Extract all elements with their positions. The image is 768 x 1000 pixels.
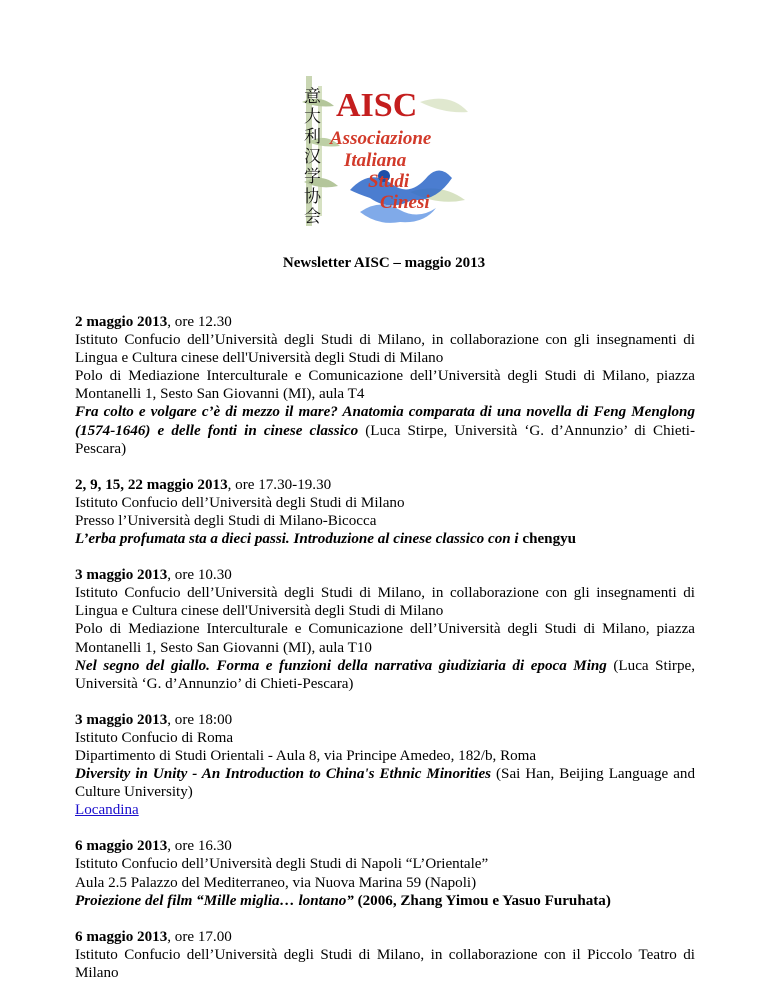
event-film-credits: (2006, Zhang Yimou e Yasuo Furuhata) xyxy=(353,892,611,909)
event-organizer: Istituto Confucio di Roma xyxy=(75,729,234,746)
event-venue: Aula 2.5 Palazzo del Mediterraneo, via Nuova Marina 59 (Napoli) xyxy=(75,874,477,891)
event-time: , ore 17.00 xyxy=(167,928,232,945)
event-item xyxy=(75,566,695,693)
svg-text:学: 学 xyxy=(304,167,321,187)
svg-text:协: 协 xyxy=(304,187,321,207)
event-date: 3 maggio 2013 xyxy=(75,567,168,584)
event-time: , ore 16.30 xyxy=(167,838,232,855)
event-organizer: Istituto Confucio dell’Università degli Studi di Milano, in collaborazione con gli insegnamenti di Lingua e Cultura cinese dell'Università degli Studi di Milano xyxy=(75,332,695,367)
svg-text:汉: 汉 xyxy=(304,147,321,167)
event-item xyxy=(75,928,695,982)
event-date: 3 maggio 2013 xyxy=(75,711,168,728)
event-organizer: Istituto Confucio dell’Università degli Studi di Napoli “L’Orientale” xyxy=(75,856,489,873)
svg-text:意: 意 xyxy=(304,87,321,107)
event-date: 2, 9, 15, 22 maggio 2013 xyxy=(75,476,228,493)
event-organizer: Istituto Confucio dell’Università degli Studi di Milano, in collaborazione con gli insegnamenti di Lingua e Cultura cinese dell'Università degli Studi di Milano xyxy=(75,585,695,620)
event-date: 2 maggio 2013 xyxy=(75,314,168,330)
event-time: , ore 18:00 xyxy=(167,711,233,728)
logo-acronym: AISC xyxy=(336,87,418,124)
newsletter-title: Newsletter AISC – maggio 2013 xyxy=(282,255,486,271)
event-item xyxy=(75,711,695,820)
event-organizer: Istituto Confucio dell’Università degli Studi di Milano, in collaborazione con il Piccolo Teatro di Milano xyxy=(75,946,695,981)
event-speaker: (Sai Han, Beijing Language and Culture University) xyxy=(75,766,695,801)
event-talk-term: chengyu xyxy=(518,531,577,548)
event-talk-title: Fra colto e volgare c’è di mezzo il mare? Anatomia comparata di una novella di Feng Menglong (1574-1646) e delle fonti in cinese classico xyxy=(75,404,695,439)
event-venue: Presso l’Università degli Studi di Milano-Bicocca xyxy=(75,512,377,529)
event-venue: Polo di Mediazione Interculturale e Comunicazione dell’Università degli Studi di Milano, piazza Montanelli 1, Sesto San Giovanni (MI), aula T10 xyxy=(75,621,695,656)
event-venue: Polo di Mediazione Interculturale e Comunicazione dell’Università degli Studi di Milano, piazza Montanelli 1, Sesto San Giovanni (MI), aula T4 xyxy=(75,368,695,403)
chinese-name-vertical xyxy=(304,87,322,227)
event-item xyxy=(75,476,695,548)
svg-text:利: 利 xyxy=(304,127,321,147)
event-date: 6 maggio 2013 xyxy=(75,928,168,945)
event-organizer: Istituto Confucio dell’Università degli Studi di Milano xyxy=(75,494,405,511)
logo-name-line: Associazione xyxy=(330,128,432,149)
logo-name-line: Italiana xyxy=(344,150,407,171)
event-time: , ore 12.30 xyxy=(167,314,232,330)
event-talk-title: L’erba profumata sta a dieci passi. Introduzione al cinese classico con i xyxy=(75,531,519,548)
svg-text:大: 大 xyxy=(304,107,321,127)
event-time: , ore 17.30-19.30 xyxy=(227,476,332,493)
aisc-logo-graphic xyxy=(300,72,470,232)
event-item xyxy=(75,837,695,909)
event-venue: Dipartimento di Studi Orientali - Aula 8, via Principe Amedeo, 182/b, Roma xyxy=(75,747,537,764)
event-date: 6 maggio 2013 xyxy=(75,838,168,855)
event-talk-title: Nel segno del giallo. Forma e funzioni della narrativa giudiziaria di epoca Ming xyxy=(75,657,607,674)
event-talk-title: Diversity in Unity - An Introduction to China's Ethnic Minorities xyxy=(75,766,492,783)
event-time: , ore 10.30 xyxy=(167,567,232,584)
event-speaker: (Luca Stirpe, Università ‘G. d’Annunzio’ di Chieti-Pescara) xyxy=(75,657,695,692)
locandina-link[interactable]: Locandina xyxy=(75,802,139,819)
event-item xyxy=(75,313,695,458)
event-talk-title: Proiezione del film “Mille miglia… lontano” xyxy=(75,892,354,909)
event-list xyxy=(75,313,695,1000)
logo-name-line: Cinesi xyxy=(380,192,430,213)
svg-text:会: 会 xyxy=(304,207,321,227)
event-speaker: (Luca Stirpe, Università ‘G. d’Annunzio’ di Chieti-Pescara) xyxy=(75,422,695,457)
logo-name-line: Studi xyxy=(368,171,410,192)
aisc-logo xyxy=(300,72,470,232)
